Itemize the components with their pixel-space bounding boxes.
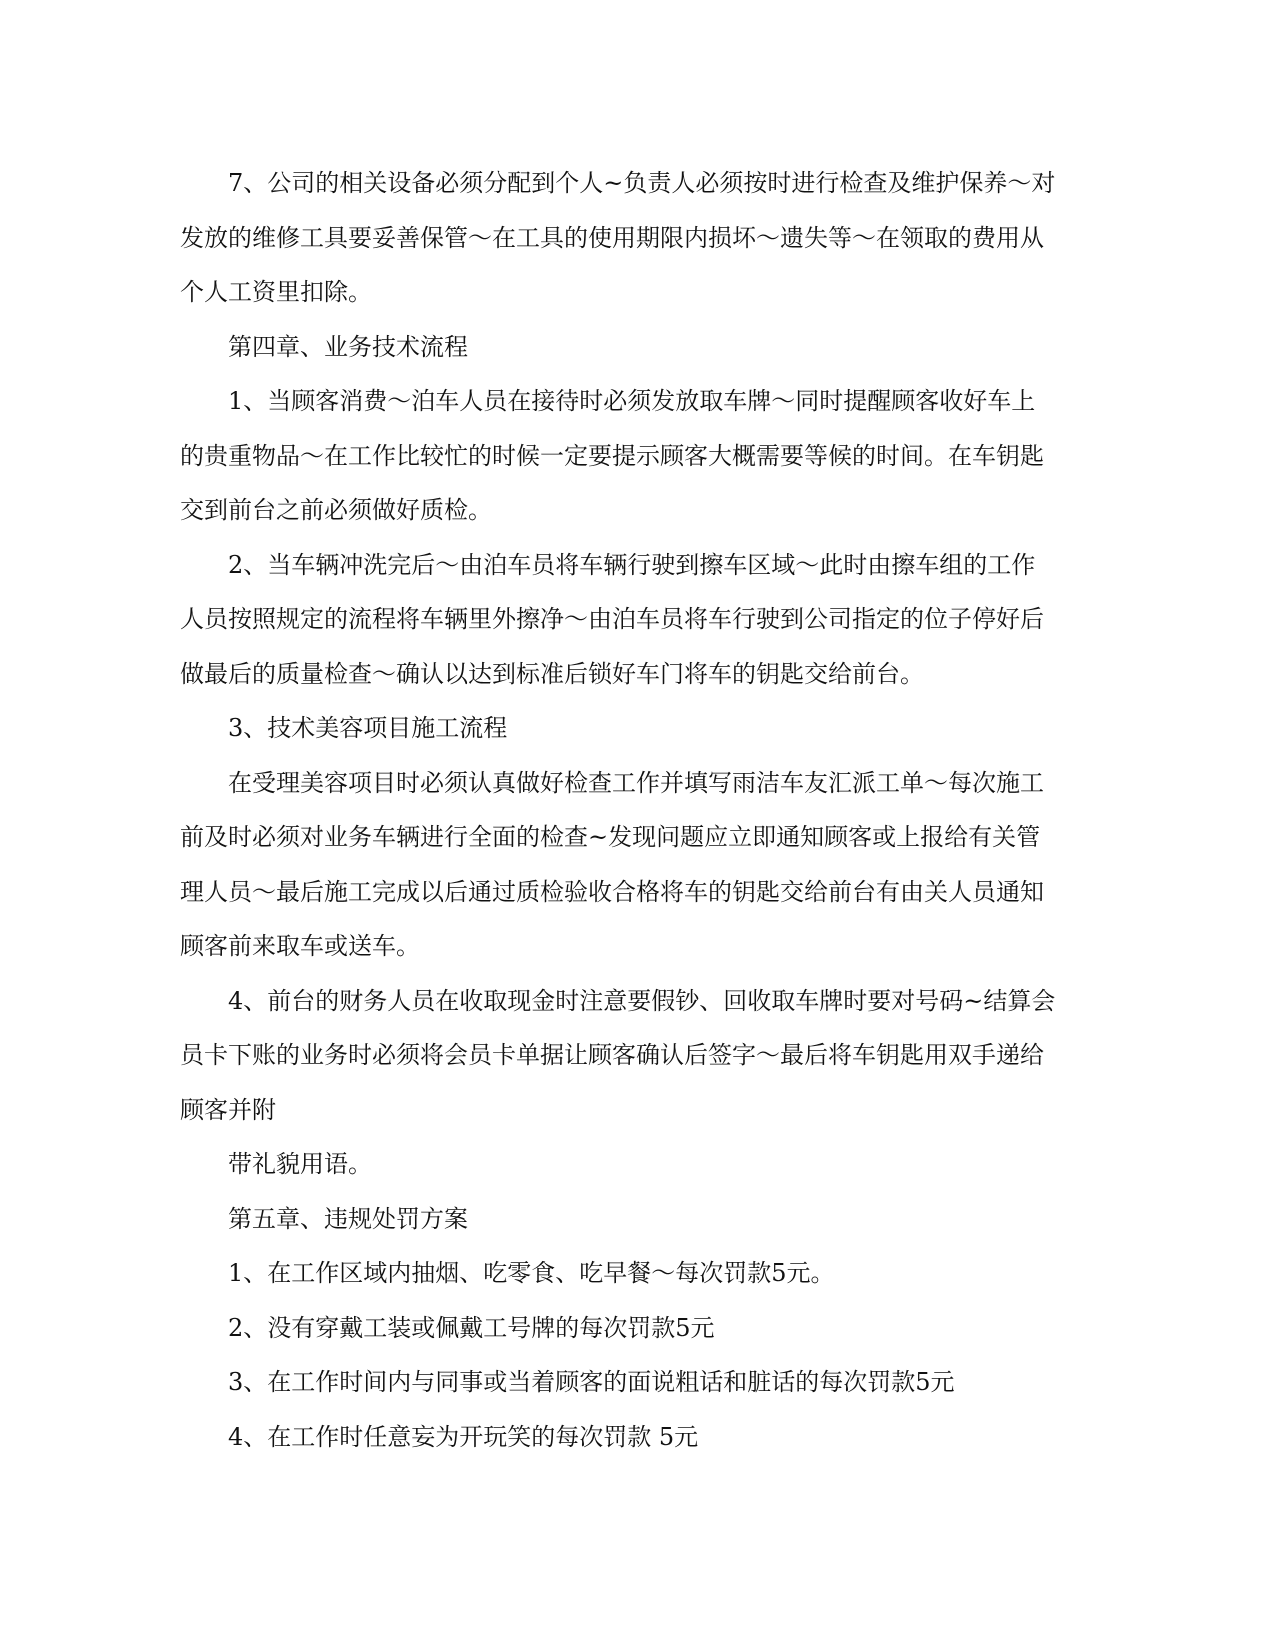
paragraph-line: 做最后的质量检查～确认以达到标准后锁好车门将车的钥匙交给前台。 (180, 659, 924, 688)
chapter-heading: 第五章、违规处罚方案 (228, 1204, 468, 1233)
document-page (180, 156, 1095, 1464)
list-item: 1、在工作区域内抽烟、吃零食、吃早餐～每次罚款5元。 (228, 1259, 835, 1287)
paragraph-line: 发放的维修工具要妥善保管～在工具的使用期限内损坏～遗失等～在领取的费用从 (180, 223, 1044, 252)
paragraph-line: 顾客前来取车或送车。 (180, 932, 420, 960)
chapter-heading: 第四章、业务技术流程 (228, 332, 468, 361)
paragraph-line: 理人员～最后施工完成以后通过质检验收合格将车的钥匙交给前台有由关人员通知 (180, 877, 1044, 906)
paragraph-line: 前及时必须对业务车辆进行全面的检查~发现问题应立即通知顾客或上报给有关管 (180, 823, 1041, 851)
paragraph-line: 在受理美容项目时必须认真做好检查工作并填写雨洁车友汇派工单～每次施工 (228, 768, 1044, 797)
paragraph-line: 个人工资里扣除。 (180, 278, 372, 306)
paragraph-line: 1、当顾客消费～泊车人员在接待时必须发放取车牌～同时提醒顾客收好车上 (228, 387, 1036, 415)
paragraph-line: 员卡下账的业务时必须将会员卡单据让顾客确认后签字～最后将车钥匙用双手递给 (180, 1041, 1044, 1069)
paragraph-line: 人员按照规定的流程将车辆里外擦净～由泊车员将车行驶到公司指定的位子停好后 (180, 605, 1044, 633)
section-heading: 3、技术美容项目施工流程 (228, 714, 508, 742)
list-item: 3、在工作时间内与同事或当着顾客的面说粗话和脏话的每次罚款5元 (228, 1368, 955, 1396)
paragraph-line: 交到前台之前必须做好质检。 (180, 496, 492, 524)
paragraph-line: 的贵重物品～在工作比较忙的时候一定要提示顾客大概需要等候的时间。在车钥匙 (180, 441, 1044, 470)
list-item: 2、没有穿戴工装或佩戴工号牌的每次罚款5元 (228, 1313, 715, 1342)
paragraph-line: 2、当车辆冲洗完后～由泊车员将车辆行驶到擦车区域～此时由擦车组的工作 (228, 550, 1036, 579)
list-item: 4、在工作时任意妄为开玩笑的每次罚款 5元 (228, 1422, 699, 1451)
paragraph-line: 7、公司的相关设备必须分配到个人~负责人必须按时进行检查及维护保养～对 (228, 169, 1056, 197)
paragraph-line: 4、前台的财务人员在收取现金时注意要假钞、回收取车牌时要对号码~结算会 (228, 986, 1056, 1015)
paragraph-line: 带礼貌用语。 (228, 1150, 372, 1178)
paragraph-line: 顾客并附 (180, 1095, 276, 1124)
